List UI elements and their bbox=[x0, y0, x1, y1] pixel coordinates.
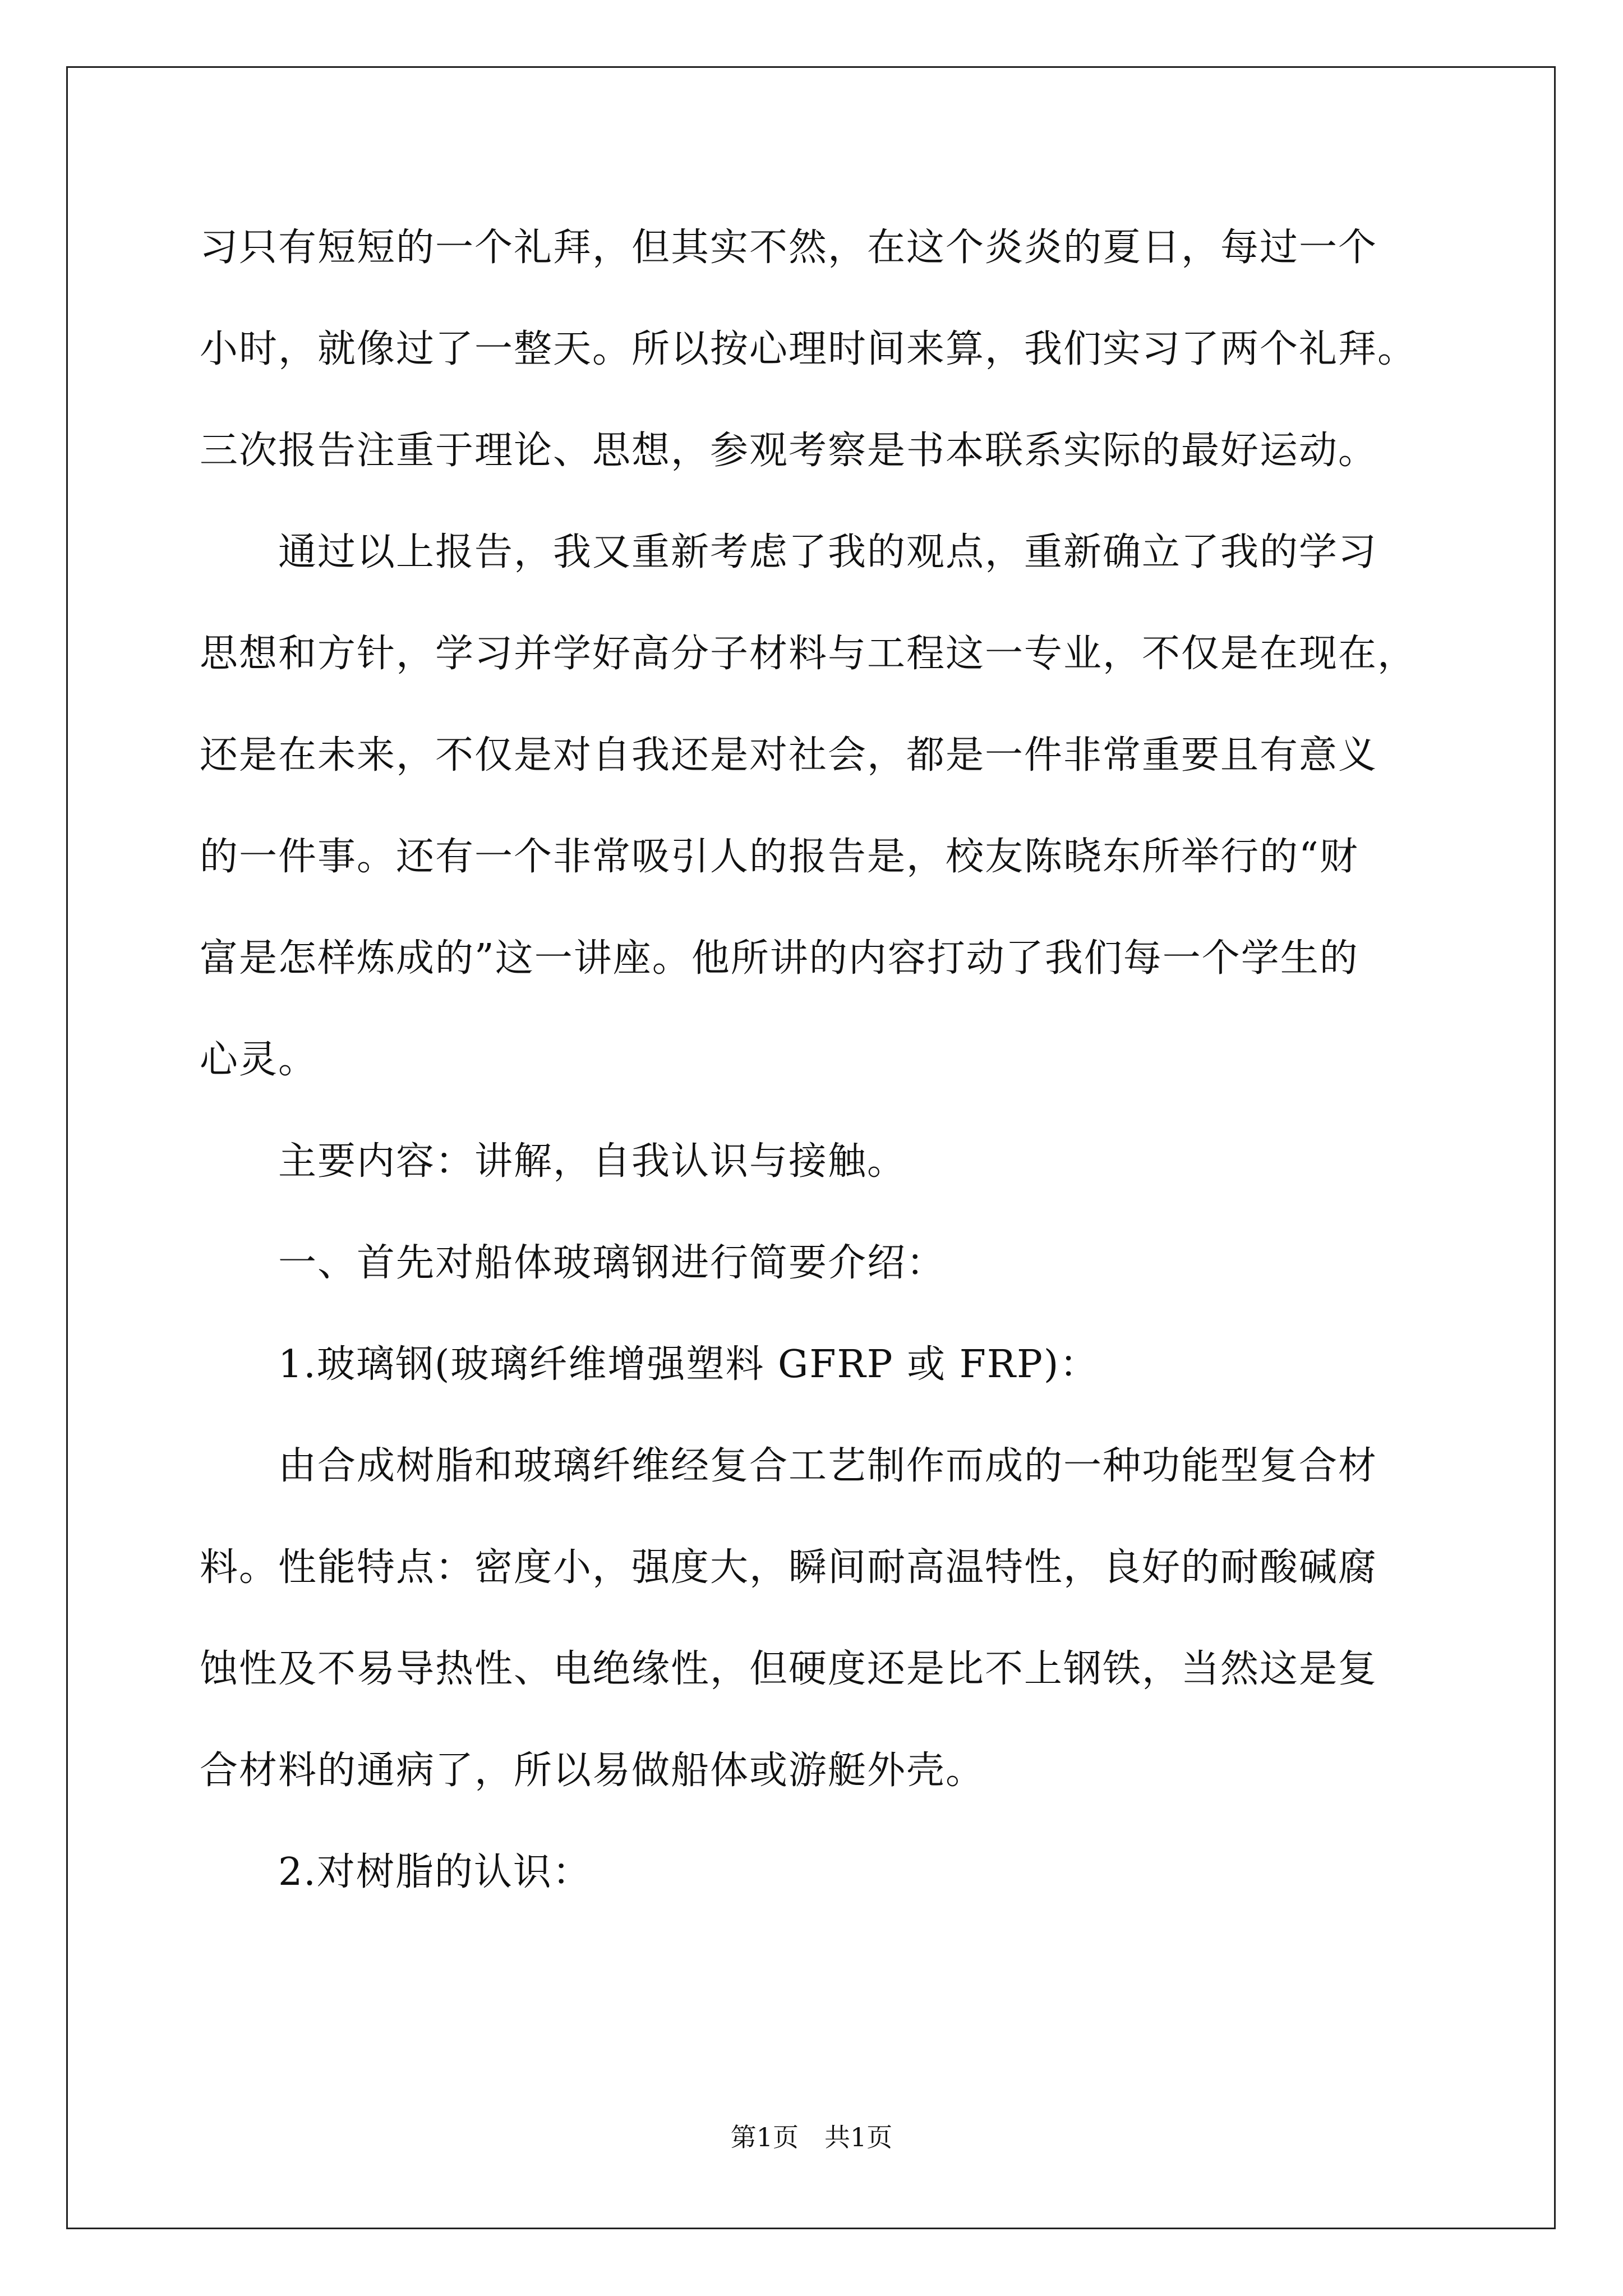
body-line-15: 蚀性及不易导热性、电绝缘性，但硬度还是比不上钢铁，当然这是复 bbox=[200, 1647, 1378, 1691]
page-footer: 第1页 共1页 bbox=[730, 2122, 893, 2152]
body-line-8: 富是怎样炼成的”这一讲座。他所讲的内容打动了我们每一个学生的 bbox=[200, 936, 1359, 981]
body-line-9: 心灵。 bbox=[200, 1038, 318, 1082]
body-line-12: 1.玻璃钢(玻璃纤维增强塑料 GFRP 或 FRP)： bbox=[200, 1342, 1099, 1387]
body-line-11: 一、首先对船体玻璃钢进行简要介绍： bbox=[200, 1241, 946, 1285]
body-line-1: 习只有短短的一个礼拜，但其实不然，在这个炎炎的夏日，每过一个 bbox=[200, 226, 1378, 270]
body-line-3: 三次报告注重于理论、思想，参观考察是书本联系实际的最好运动。 bbox=[200, 429, 1378, 473]
body-line-2: 小时，就像过了一整天。所以按心理时间来算，我们实习了两个礼拜。 bbox=[200, 327, 1417, 371]
body-line-6: 还是在未来，不仅是对自我还是对社会，都是一件非常重要且有意义 bbox=[200, 733, 1378, 777]
body-line-16: 合材料的通病了，所以易做船体或游艇外壳。 bbox=[200, 1749, 985, 1793]
body-line-13: 由合成树脂和玻璃纤维经复合工艺制作而成的一种功能型复合材 bbox=[200, 1444, 1378, 1488]
body-line-14: 料。性能特点：密度小，强度大，瞬间耐高温特性，良好的耐酸碱腐 bbox=[200, 1545, 1378, 1590]
body-line-17: 2.对树脂的认识： bbox=[200, 1850, 592, 1894]
body-line-5: 思想和方针，学习并学好高分子材料与工程这一专业，不仅是在现在， bbox=[200, 632, 1417, 676]
body-line-4: 通过以上报告，我又重新考虑了我的观点，重新确立了我的学习 bbox=[200, 530, 1378, 574]
body-line-7: 的一件事。还有一个非常吸引人的报告是，校友陈晓东所举行的“财 bbox=[200, 835, 1359, 879]
body-line-10: 主要内容：讲解，自我认识与接触。 bbox=[200, 1139, 907, 1184]
